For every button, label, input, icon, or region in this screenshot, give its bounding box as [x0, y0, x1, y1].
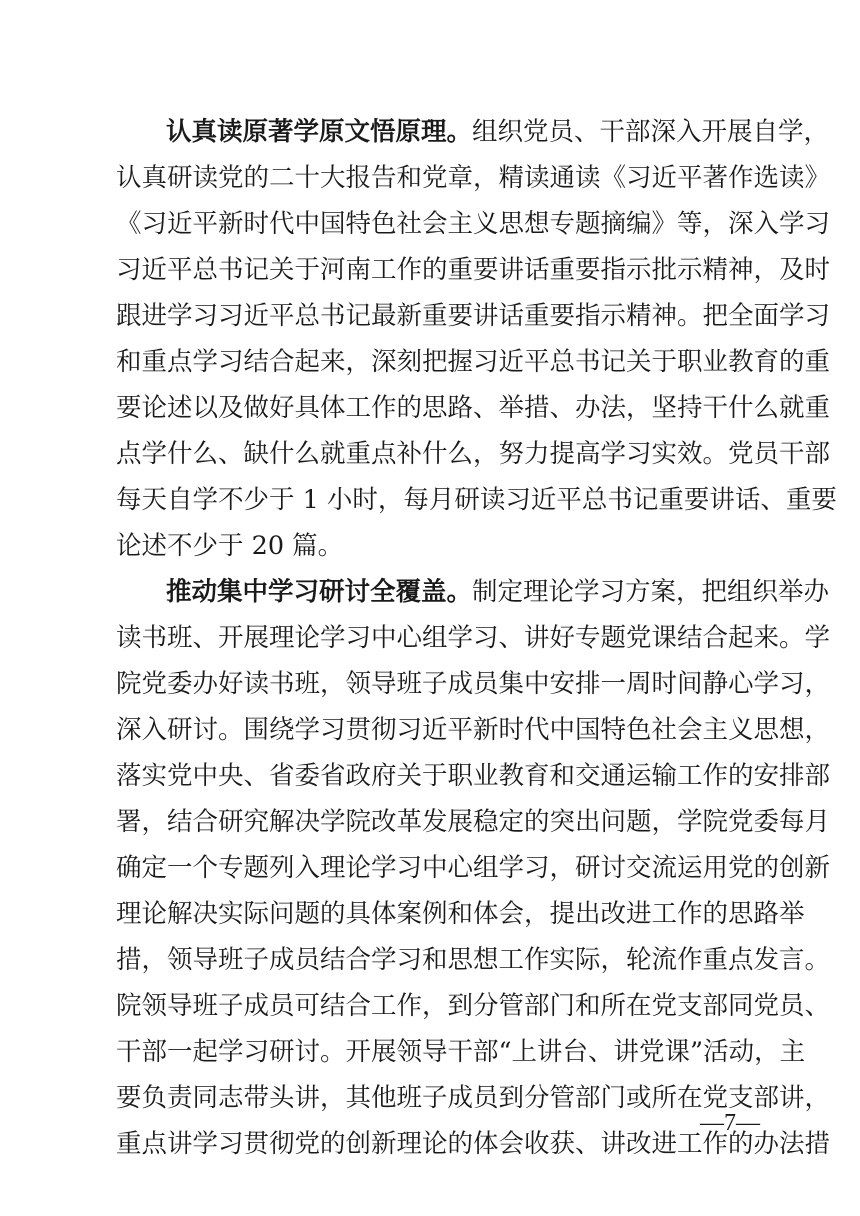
paragraph-2-line-1 — [166, 572, 830, 612]
paragraph-2-line-11: 干部一起学习研讨。开展领导干部“上讲台、讲党课”活动，主 — [116, 1037, 806, 1067]
paragraph-1-line-9: 每天自学不少于 1 小时，每月研读习近平总书记重要讲话、重要 — [116, 485, 837, 515]
paragraph-2-line-7: 确定一个专题列入理论学习中心组学习，研讨交流运用党的创新 — [116, 853, 831, 883]
paragraph-2-line-6: 署，结合研究解决学院改革发展稳定的突出问题，学院党委每月 — [116, 807, 831, 837]
paragraph-2-text: 制定理论学习方案，把组织举办 — [472, 577, 830, 607]
paragraph-1-heading: 认真读原著学原文悟原理。 — [166, 117, 473, 147]
paragraph-2-line-10: 院领导班子成员可结合工作，到分管部门和所在党支部同党员、 — [116, 991, 831, 1021]
page-number: —7— — [700, 1110, 760, 1136]
paragraph-1-text: 组织党员、干部深入开展自学， — [472, 117, 830, 147]
paragraph-1-line-7: 要论述以及做好具体工作的思路、举措、办法，坚持干什么就重 — [116, 393, 831, 423]
paragraph-1-line-1 — [166, 112, 830, 152]
paragraph-2-line-13: 重点讲学习贯彻党的创新理论的体会收获、讲改进工作的办法措 — [116, 1129, 831, 1159]
paragraph-1-line-10: 论述不少于 20 篇。 — [116, 531, 344, 561]
paragraph-1-line-4: 习近平总书记关于河南工作的重要讲话重要指示批示精神，及时 — [116, 255, 831, 285]
paragraph-1-line-2: 认真研读党的二十大报告和党章，精读通读《习近平著作选读》 — [116, 163, 831, 193]
paragraph-1-line-8: 点学什么、缺什么就重点补什么，努力提高学习实效。党员干部 — [116, 439, 831, 469]
paragraph-2-line-12: 要负责同志带头讲，其他班子成员到分管部门或所在党支部讲， — [116, 1083, 831, 1113]
paragraph-1-line-3: 《习近平新时代中国特色社会主义思想专题摘编》等，深入学习 — [116, 209, 831, 239]
paragraph-1-line-6: 和重点学习结合起来，深刻把握习近平总书记关于职业教育的重 — [116, 347, 831, 377]
paragraph-2-line-2: 读书班、开展理论学习中心组学习、讲好专题党课结合起来。学 — [116, 623, 831, 653]
paragraph-2-line-8: 理论解决实际问题的具体案例和体会，提出改进工作的思路举 — [116, 899, 805, 929]
paragraph-2-line-5: 落实党中央、省委省政府关于职业教育和交通运输工作的安排部 — [116, 761, 831, 791]
paragraph-2-line-9: 措，领导班子成员结合学习和思想工作实际，轮流作重点发言。 — [116, 945, 831, 975]
paragraph-2-line-3: 院党委办好读书班，领导班子成员集中安排一周时间静心学习， — [116, 669, 831, 699]
paragraph-2-heading: 推动集中学习研讨全覆盖。 — [166, 577, 473, 607]
paragraph-1-line-5: 跟进学习习近平总书记最新重要讲话重要指示精神。把全面学习 — [116, 301, 831, 331]
paragraph-2-line-4: 深入研讨。围绕学习贯彻习近平新时代中国特色社会主义思想， — [116, 715, 831, 745]
